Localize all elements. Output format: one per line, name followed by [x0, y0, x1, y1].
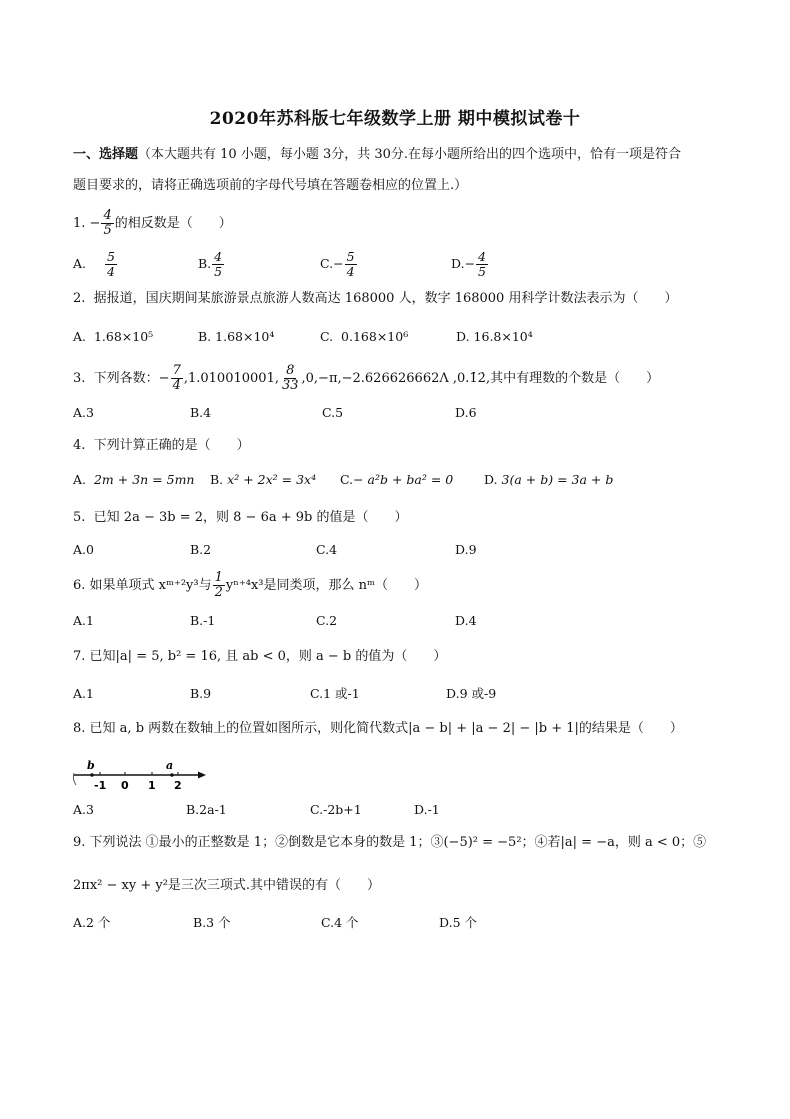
option-label: B.: [198, 256, 212, 271]
fraction-numerator: 1: [214, 570, 223, 585]
question-1-stem: 的相反数是（ ）: [114, 216, 232, 231]
question-stem-part: ,1.010010001,: [183, 371, 279, 386]
option-text: 4: [203, 405, 212, 420]
q1-option-d: [451, 250, 489, 279]
number-line-figure: [70, 756, 210, 792]
point-b-label: b: [87, 759, 95, 772]
question-8: [73, 720, 683, 738]
tick-label: 1: [148, 779, 156, 792]
q3-option-c: [322, 404, 343, 422]
question-stem: 下列计算正确的是（ ）: [93, 438, 250, 453]
fraction-denominator: 4: [107, 264, 115, 279]
q7-option-c: [310, 685, 360, 703]
option-text: − a²b + ba² = 0: [353, 472, 454, 487]
q5-option-c: [316, 541, 337, 559]
fraction-denominator: 2: [214, 585, 223, 600]
fraction-numerator: 8: [286, 363, 295, 378]
page-title: 2020年苏科版七年级数学上册 期中模拟试卷十: [209, 109, 581, 129]
option-text: 9: [468, 542, 477, 557]
option-label: B.: [190, 542, 204, 557]
fraction-denominator: 4: [172, 378, 181, 393]
option-text: 1.68×10⁵: [93, 329, 154, 344]
question-6: [73, 571, 427, 600]
option-text: 6: [468, 405, 477, 420]
q1-option-c: [320, 250, 358, 279]
q7-option-d: [446, 685, 496, 703]
fraction-numerator: 5: [346, 249, 355, 264]
option-text: 9 或-9: [459, 686, 497, 701]
option-text: 4 个: [334, 915, 359, 930]
question-stem-part: 下列各数：−: [93, 371, 170, 386]
question-1: [73, 209, 232, 238]
question-4: [73, 437, 250, 455]
option-label: C.: [316, 542, 330, 557]
option-label: A.: [73, 613, 87, 628]
q1-option-b: [198, 250, 225, 279]
option-text: 3: [86, 405, 94, 420]
question-7: [73, 648, 446, 666]
option-text: 2: [203, 542, 212, 557]
question-3: [73, 364, 659, 393]
option-text: 16.8×10⁴: [473, 329, 533, 344]
q2-option-c: [320, 328, 408, 346]
option-label: D.: [455, 405, 469, 420]
fraction-numerator: 4: [103, 208, 112, 223]
option-text: 4: [468, 613, 477, 628]
option-label: C.: [320, 329, 334, 344]
option-label: C.: [340, 472, 354, 487]
question-9-line-2: 2πx² − xy + y²是三次三项式.其中错误的有（ ）: [73, 878, 381, 893]
option-label: B.: [198, 329, 212, 344]
option-text: 5 个: [452, 915, 477, 930]
question-number: 9.: [73, 835, 86, 850]
question-9-line-1: [73, 834, 706, 852]
q5-option-b: [190, 541, 211, 559]
option-sign: −: [464, 256, 476, 271]
q6-option-a: [73, 612, 94, 630]
fraction-numerator: 7: [172, 363, 181, 378]
q3-option-b: [190, 404, 211, 422]
option-text: -1: [203, 613, 216, 628]
question-1-fraction: [101, 209, 113, 238]
q6-option-d: [455, 612, 477, 630]
question-number: 8.: [73, 721, 86, 736]
question-5: [73, 509, 407, 527]
q3-option-d: [455, 404, 477, 422]
option-label: A.: [73, 802, 87, 817]
q3-option-a: [73, 404, 94, 422]
option-label: C.: [310, 686, 324, 701]
question-1-prefix: −: [89, 216, 101, 231]
option-text: 9: [203, 686, 212, 701]
question-stem: 下列说法 ①最小的正整数是 1；②倒数是它本身的数是 1；③(−5)² = −5²；④若|a| = −a，则 a < 0；⑤: [89, 835, 707, 850]
q4-option-b: [210, 471, 316, 489]
section-intro-line-1: [73, 146, 681, 164]
option-text: 0: [86, 542, 94, 557]
option-label: D.: [446, 686, 460, 701]
option-text: 3: [86, 802, 94, 817]
option-label: A.: [73, 472, 87, 487]
question-number: 3.: [73, 371, 86, 386]
q6-option-b: [190, 612, 215, 630]
q9-option-b: [193, 914, 231, 932]
tick-label: 0: [121, 779, 129, 792]
question-stem: 据报道，国庆期间某旅游景点旅游人数高达 168000 人，数字 168000 用科学计数法表示为（ ）: [93, 291, 678, 306]
fraction-denominator: 5: [103, 223, 112, 238]
q2-option-b: [198, 328, 274, 346]
section-instructions-1: （本大题共有 10 小题，每小题 3分，共 30分.在每小题所给出的四个选项中，恰有一项是符合: [138, 147, 682, 162]
question-stem-part: yⁿ⁺⁴x³是同类项，那么 nᵐ（ ）: [225, 578, 427, 593]
option-label: B.: [190, 613, 204, 628]
q8-option-b: [186, 801, 227, 819]
q7-option-a: [73, 685, 94, 703]
question-number: 5.: [73, 510, 86, 525]
fraction-denominator: 33: [281, 378, 299, 393]
point-a-dot: [170, 773, 174, 777]
section-instructions-2: 题目要求的，请将正确选项前的字母代号填在答题卷相应的位置上.）: [73, 178, 468, 193]
option-label: A.: [73, 542, 87, 557]
option-text: 0.168×10⁶: [341, 329, 409, 344]
q5-option-a: [73, 541, 94, 559]
option-text: 2: [329, 613, 338, 628]
question-2: [73, 290, 677, 308]
option-label: A.: [73, 686, 87, 701]
point-b-dot: [90, 773, 94, 777]
q8-option-a: [73, 801, 94, 819]
option-label: B.: [193, 915, 207, 930]
option-text: 1 或-1: [323, 686, 360, 701]
option-sign: −: [333, 256, 344, 271]
section-heading: 一、选择题: [73, 147, 139, 162]
question-stem-part: ,0,−π,−2.626626662Λ ,0.1̇2̇,其中有理数的个数是（ ）: [301, 371, 660, 386]
option-label: D.: [456, 329, 470, 344]
fraction-numerator: 5: [107, 249, 115, 264]
option-label: A.: [73, 329, 87, 344]
question-number: 7.: [73, 649, 86, 664]
fraction-denominator: 5: [478, 264, 486, 279]
fraction-numerator: 4: [478, 249, 486, 264]
q9-option-c: [321, 914, 359, 932]
tick-label: 2: [174, 779, 182, 792]
option-text: 2 个: [86, 915, 111, 930]
question-number: 6.: [73, 578, 86, 593]
tick-label: -1: [94, 779, 107, 792]
option-label: C.: [316, 613, 330, 628]
q9-option-d: [439, 914, 477, 932]
question-number: 2.: [73, 291, 86, 306]
point-a-label: a: [166, 759, 174, 772]
option-label: B.: [186, 802, 200, 817]
option-label: C.: [320, 256, 334, 271]
question-number: 4.: [73, 438, 86, 453]
option-text: -2b+1: [323, 802, 362, 817]
option-label: B.: [210, 472, 224, 487]
option-text: 3(a + b) = 3a + b: [501, 472, 614, 487]
q9-option-a: [73, 914, 110, 932]
fraction-denominator: 5: [214, 264, 223, 279]
q6-option-c: [316, 612, 337, 630]
option-label: B.: [190, 405, 204, 420]
option-text: 2m + 3n = 5mn: [93, 472, 195, 487]
q4-option-c: [340, 471, 453, 489]
option-text: 1: [86, 613, 94, 628]
q8-option-c: [310, 801, 362, 819]
option-label: D.: [414, 802, 428, 817]
q1-option-a: [73, 250, 118, 279]
option-label: C.: [322, 405, 336, 420]
option-label: D.: [455, 613, 469, 628]
option-text: 3 个: [206, 915, 231, 930]
q4-option-d: [484, 471, 613, 489]
option-label: B.: [190, 686, 204, 701]
q5-option-d: [455, 541, 477, 559]
q7-option-b: [190, 685, 211, 703]
option-label: C.: [321, 915, 335, 930]
question-number: 1.: [73, 216, 86, 231]
q4-option-a: [73, 471, 194, 489]
option-text: 1: [86, 686, 94, 701]
option-label: A.: [73, 405, 87, 420]
question-stem: 已知 a, b 两数在数轴上的位置如图所示，则化简代数式|a − b| + |a − 2| − |b + 1|的结果是（ ）: [89, 721, 683, 736]
option-text: 2a-1: [199, 802, 227, 817]
option-label: A.: [73, 915, 87, 930]
option-label: A.: [73, 256, 87, 271]
q2-option-d: [456, 328, 533, 346]
option-label: D.: [439, 915, 453, 930]
option-text: x² + 2x² = 3x⁴: [227, 472, 317, 487]
q8-option-d: [414, 801, 440, 819]
question-stem-part: 如果单项式 xᵐ⁺²y³与: [89, 578, 212, 593]
option-text: 4: [329, 542, 338, 557]
q2-option-a: [73, 328, 153, 346]
question-stem: 已知 2a − 3b = 2，则 8 − 6a + 9b 的值是（ ）: [93, 510, 408, 525]
option-label: D.: [455, 542, 469, 557]
option-text: -1: [427, 802, 440, 817]
option-text: 1.68×10⁴: [215, 329, 275, 344]
fraction-numerator: 4: [214, 249, 223, 264]
question-stem: 已知|a| = 5, b² = 16, 且 ab < 0，则 a − b 的值为（ ）: [89, 649, 447, 664]
option-label: C.: [310, 802, 324, 817]
option-label: D.: [484, 472, 498, 487]
option-label: D.: [451, 256, 465, 271]
fraction-denominator: 4: [346, 264, 355, 279]
option-text: 5: [335, 405, 344, 420]
number-line-arrow: [198, 772, 206, 779]
